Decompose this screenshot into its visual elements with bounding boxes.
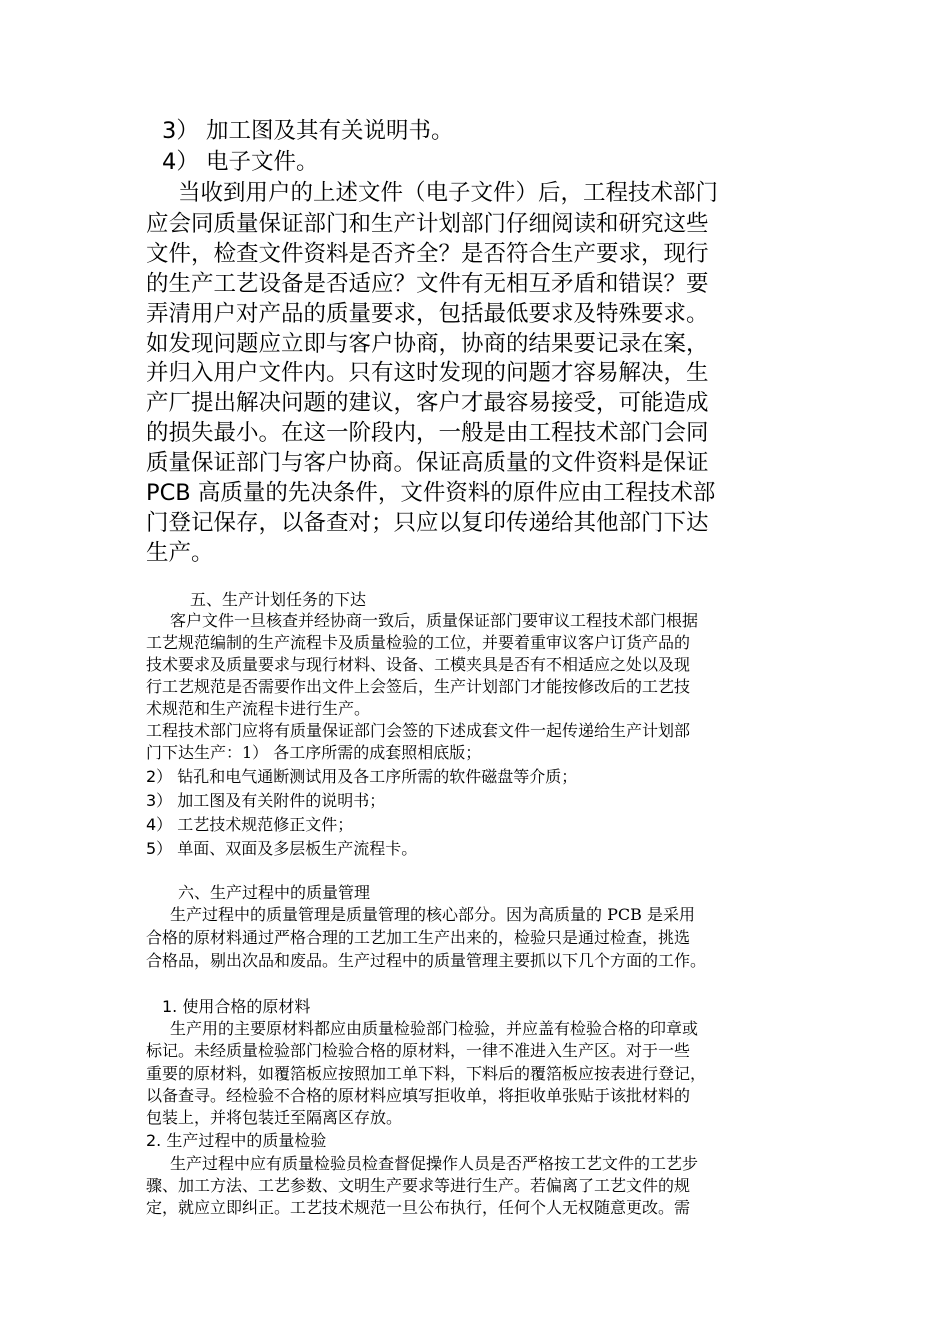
- paragraph-line: 标记。未经质量检验部门检验合格的原材料，一律不准进入生产区。对于一些: [146, 1041, 691, 1060]
- paragraph-line: 产厂提出解决问题的建议，客户才最容易接受，可能造成: [146, 390, 709, 416]
- paragraph-line: 技术要求及质量要求与现行材料、设备、工模夹具是否有不相适应之处以及现: [146, 655, 691, 674]
- intro-list-item: 3） 加工图及其有关说明书。: [162, 118, 454, 144]
- paragraph-line: 生产过程中的质量管理是质量管理的核心部分。因为高质量的 PCB 是采用: [170, 905, 695, 924]
- list-item: 5） 单面、双面及多层板生产流程卡。: [146, 839, 418, 858]
- paragraph-line: 门下达生产：1） 各工序所需的成套照相底版；: [146, 743, 482, 762]
- paragraph-line: 生产。: [146, 540, 214, 566]
- subsection-heading: 1. 使用合格的原材料: [162, 997, 311, 1016]
- paragraph-line: 工艺规范编制的生产流程卡及质量检验的工位，并要着重审议客户订货产品的: [146, 633, 691, 652]
- paragraph-line: 包装上，并将包装迁至隔离区存放。: [146, 1108, 403, 1127]
- paragraph-line: 门登记保存，以备查对；只应以复印传递给其他部门下达: [146, 510, 709, 536]
- paragraph-line: 弄清用户对产品的质量要求，包括最低要求及特殊要求。: [146, 301, 709, 327]
- paragraph-line: 以备查寻。经检验不合格的原材料应填写拒收单，将拒收单张贴于该批材料的: [146, 1086, 691, 1105]
- paragraph-line: 行工艺规范是否需要作出文件上会签后，生产计划部门才能按修改后的工艺技: [146, 677, 691, 696]
- paragraph-line: 合格品，剔出次品和废品。生产过程中的质量管理主要抓以下几个方面的工作。: [146, 951, 707, 970]
- paragraph-line: 并归入用户文件内。只有这时发现的问题才容易解决，生: [146, 360, 709, 386]
- list-item: 2） 钻孔和电气通断测试用及各工序所需的软件磁盘等介质；: [146, 767, 578, 786]
- section-heading: 五、生产计划任务的下达: [190, 590, 367, 609]
- section-heading: 六、生产过程中的质量管理: [178, 883, 371, 902]
- paragraph-line: 定，就应立即纠正。工艺技术规范一旦公布执行，任何个人无权随意更改。需: [146, 1198, 691, 1217]
- paragraph-line: 生产用的主要原材料都应由质量检验部门检验，并应盖有检验合格的印章或: [170, 1019, 699, 1038]
- paragraph-line: 工程技术部门应将有质量保证部门会签的下述成套文件一起传递给生产计划部: [146, 721, 691, 740]
- paragraph-line: 文件，检查文件资料是否齐全？是否符合生产要求，现行: [146, 241, 709, 267]
- paragraph-line: 质量保证部门与客户协商。保证高质量的文件资料是保证: [146, 450, 709, 476]
- paragraph-line: 生产过程中应有质量检验员检查督促操作人员是否严格按工艺文件的工艺步: [170, 1154, 699, 1173]
- paragraph-line: 合格的原材料通过严格合理的工艺加工生产出来的，检验只是通过检查，挑选: [146, 928, 691, 947]
- intro-list-item: 4） 电子文件。: [162, 149, 319, 175]
- paragraph-line: 的损失最小。在这一阶段内，一般是由工程技术部门会同: [146, 420, 709, 446]
- paragraph-line: PCB 高质量的先决条件，文件资料的原件应由工程技术部: [146, 480, 716, 506]
- paragraph-line: 术规范和生产流程卡进行生产。: [146, 699, 371, 718]
- paragraph-line: 应会同质量保证部门和生产计划部门仔细阅读和研究这些: [146, 211, 709, 237]
- paragraph-line: 的生产工艺设备是否适应？文件有无相互矛盾和错误？要: [146, 271, 709, 297]
- list-item: 4） 工艺技术规范修正文件；: [146, 815, 354, 834]
- paragraph-line: 客户文件一旦核查并经协商一致后，质量保证部门要审议工程技术部门根据: [170, 611, 699, 630]
- paragraph-line: 当收到用户的上述文件（电子文件）后，工程技术部门: [178, 180, 719, 206]
- paragraph-line: 重要的原材料，如覆箔板应按照加工单下料，下料后的覆箔板应按表进行登记，: [146, 1064, 707, 1083]
- list-item: 3） 加工图及有关附件的说明书；: [146, 791, 386, 810]
- paragraph-line: 如发现问题应立即与客户协商，协商的结果要记录在案，: [146, 331, 709, 357]
- subsection-heading: 2. 生产过程中的质量检验: [146, 1131, 327, 1150]
- paragraph-line: 骤、加工方法、工艺参数、文明生产要求等进行生产。若偏离了工艺文件的规: [146, 1176, 691, 1195]
